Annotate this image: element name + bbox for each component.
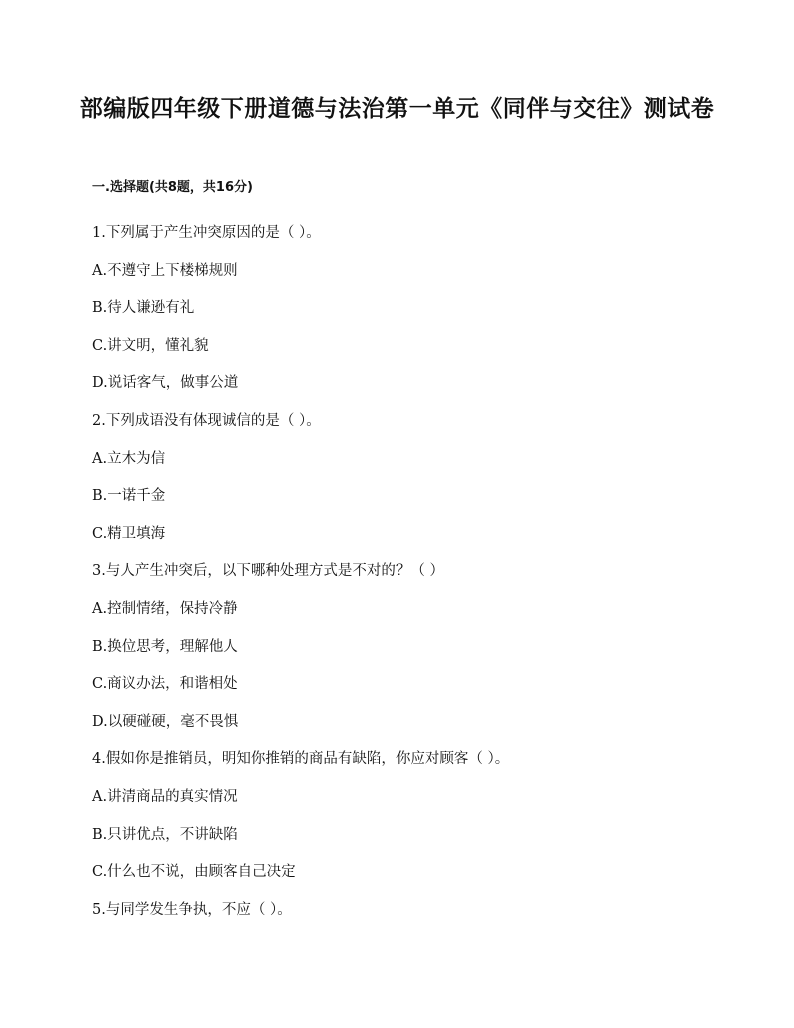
document-title: 部编版四年级下册道德与法治第一单元《同伴与交往》测试卷 (79, 96, 715, 122)
question-3-stem: 3.与人产生冲突后，以下哪种处理方式是不对的？（ ） (92, 563, 444, 580)
question-2-option-a: A.立木为信 (92, 450, 166, 467)
question-4-option-b: B.只讲优点，不讲缺陷 (92, 826, 238, 843)
question-1-option-c: C.讲文明，懂礼貌 (92, 337, 209, 354)
question-1-option-b: B.待人谦逊有礼 (92, 300, 195, 317)
question-2-option-b: B.一诺千金 (92, 488, 166, 505)
question-list (92, 222, 732, 936)
question-4-option-a: A.讲清商品的真实情况 (92, 788, 238, 805)
question-1-option-a: A.不遵守上下楼梯规则 (92, 262, 238, 279)
section-heading: 一.选择题(共8题，共16分) (92, 180, 253, 195)
question-2-stem: 2.下列成语没有体现诚信的是（ ）。 (92, 412, 321, 429)
question-3-option-d: D.以硬碰硬，毫不畏惧 (92, 713, 239, 730)
question-5-stem: 5.与同学发生争执，不应（ ）。 (92, 901, 292, 918)
question-1-option-d: D.说话客气，做事公道 (92, 375, 239, 392)
question-2-option-c: C.精卫填海 (92, 525, 166, 542)
question-1-stem: 1.下列属于产生冲突原因的是（ ）。 (92, 225, 321, 241)
question-3-option-c: C.商议办法，和谐相处 (92, 676, 238, 693)
question-3-option-a: A.控制情绪，保持冷静 (92, 600, 238, 617)
question-4-option-c: C.什么也不说，由顾客自己决定 (92, 864, 296, 881)
question-3-option-b: B.换位思考，理解他人 (92, 638, 238, 655)
question-4-stem: 4.假如你是推销员，明知你推销的商品有缺陷，你应对顾客（ ）。 (92, 751, 510, 768)
